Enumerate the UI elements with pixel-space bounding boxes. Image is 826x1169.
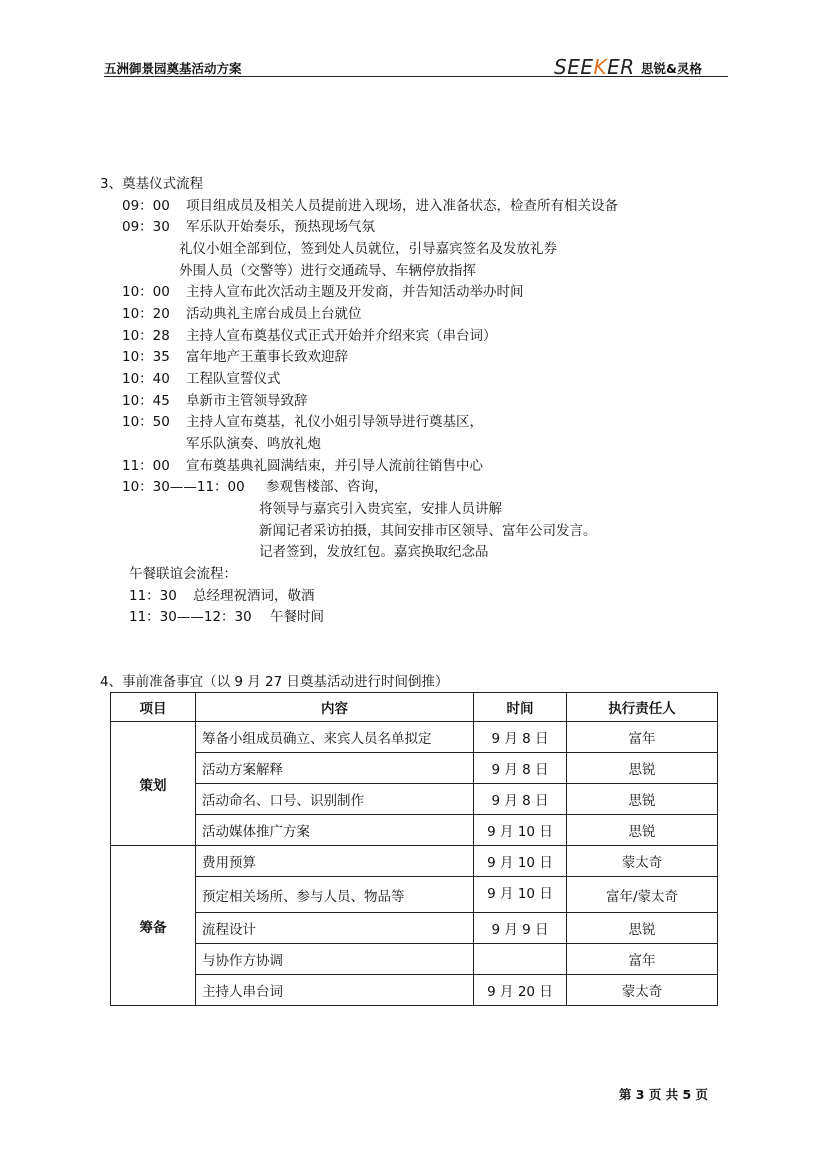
schedule-time: 10：40 — [122, 371, 170, 387]
content-cell: 活动媒体推广方案 — [196, 815, 474, 846]
table-row — [111, 722, 718, 753]
schedule-time: 10：50 — [122, 414, 170, 430]
column-header: 执行责任人 — [567, 693, 718, 722]
schedule-text: 礼仪小姐全部到位，签到处人员就位，引导嘉宾签名及发放礼券 — [179, 241, 557, 257]
schedule-time: 10：45 — [122, 393, 170, 409]
time-cell: 9 月 10 日 — [474, 877, 567, 913]
owner-cell: 富年 — [567, 944, 718, 975]
content-cell: 筹备小组成员确立、来宾人员名单拟定 — [196, 722, 474, 753]
time-cell — [474, 944, 567, 975]
lunch-time: 11：30——12：30 — [129, 609, 252, 625]
section4-heading: 4、事前准备事宜（以 9 月 27 日奠基活动进行时间倒推） — [100, 674, 449, 690]
content-cell: 预定相关场所、参与人员、物品等 — [196, 877, 474, 913]
header-divider — [104, 76, 728, 77]
column-header: 项目 — [111, 693, 196, 722]
schedule-item — [122, 218, 375, 236]
time-cell: 9 月 10 日 — [474, 846, 567, 877]
schedule-time: 09：30 — [122, 219, 170, 235]
lunch-heading: 午餐联谊会流程： — [129, 566, 237, 582]
content-cell: 费用预算 — [196, 846, 474, 877]
table-row — [111, 975, 718, 1006]
content-cell: 主持人串台词 — [196, 975, 474, 1006]
schedule-text: 外围人员（交警等）进行交通疏导、车辆停放指挥 — [179, 263, 476, 279]
schedule-text: 军乐队开始奏乐，预热现场气氛 — [186, 219, 375, 235]
time-cell: 9 月 10 日 — [474, 815, 567, 846]
schedule-text: 将领导与嘉宾引入贵宾室，安排人员讲解 — [259, 501, 502, 517]
time-cell: 9 月 8 日 — [474, 722, 567, 753]
category-cell: 策划 — [111, 722, 196, 846]
table-row — [111, 944, 718, 975]
schedule-time: 10：20 — [122, 306, 170, 322]
owner-cell: 蒙太奇 — [567, 975, 718, 1006]
schedule-text: 主持人宣布奠基仪式正式开始并介绍来宾（串台词） — [186, 328, 497, 344]
schedule-text: 记者签到，发放红包。嘉宾换取纪念品 — [259, 544, 489, 560]
schedule-text: 阜新市主管领导致辞 — [186, 393, 308, 409]
schedule-time: 10：35 — [122, 349, 170, 365]
lunch-text: 总经理祝酒词，敬酒 — [193, 588, 315, 604]
table-row — [111, 877, 718, 913]
schedule-item — [259, 500, 502, 518]
schedule-text: 活动典礼主席台成员上台就位 — [186, 306, 362, 322]
logo-text-pre: SEE — [554, 55, 594, 79]
owner-cell: 富年 — [567, 722, 718, 753]
content-cell: 流程设计 — [196, 913, 474, 944]
schedule-item — [122, 327, 497, 345]
column-header: 时间 — [474, 693, 567, 722]
logo-text-post: ER — [607, 55, 635, 79]
schedule-item — [122, 283, 524, 301]
schedule-text: 新闻记者采访拍摄，其间安排市区领导、富年公司发言。 — [259, 523, 597, 539]
schedule-item — [122, 348, 348, 366]
content-cell: 与协作方协调 — [196, 944, 474, 975]
schedule-text: 主持人宣布此次活动主题及开发商，并告知活动举办时间 — [186, 284, 524, 300]
lunch-item — [129, 608, 324, 626]
schedule-time: 10：30——11：00 — [122, 479, 245, 495]
schedule-time: 10：00 — [122, 284, 170, 300]
owner-cell: 思锐 — [567, 815, 718, 846]
owner-cell: 思锐 — [567, 913, 718, 944]
schedule-text: 富年地产王董事长致欢迎辞 — [186, 349, 348, 365]
schedule-text: 宣布奠基典礼圆满结束，并引导人流前往销售中心 — [186, 458, 483, 474]
schedule-item — [259, 543, 489, 561]
schedule-item — [122, 392, 308, 410]
schedule-text: 工程队宣誓仪式 — [186, 371, 281, 387]
time-cell: 9 月 8 日 — [474, 753, 567, 784]
time-cell: 9 月 9 日 — [474, 913, 567, 944]
schedule-text: 项目组成员及相关人员提前进入现场，进入准备状态，检查所有相关设备 — [186, 198, 618, 214]
lunch-time: 11：30 — [129, 588, 177, 604]
schedule-time: 11：00 — [122, 458, 170, 474]
table-row — [111, 815, 718, 846]
column-header: 内容 — [196, 693, 474, 722]
schedule-item — [179, 240, 557, 258]
schedule-item — [122, 457, 483, 475]
time-cell: 9 月 20 日 — [474, 975, 567, 1006]
table-row — [111, 753, 718, 784]
table-header-row — [111, 693, 718, 722]
table-row — [111, 784, 718, 815]
schedule-text: 参观售楼部、咨询， — [266, 479, 388, 495]
lunch-text: 午餐时间 — [270, 609, 324, 625]
schedule-item — [122, 478, 388, 496]
schedule-item — [259, 522, 597, 540]
logo-text-k: K — [593, 55, 608, 79]
schedule-item — [122, 305, 362, 323]
document-title: 五洲御景园奠基活动方案 — [104, 61, 242, 76]
schedule-time: 09：00 — [122, 198, 170, 214]
schedule-item — [179, 262, 476, 280]
schedule-item — [122, 197, 618, 215]
page-number: 第 3 页 共 5 页 — [618, 1087, 708, 1102]
schedule-item — [186, 435, 321, 453]
schedule-text: 主持人宣布奠基，礼仪小姐引导领导进行奠基区， — [186, 414, 483, 430]
lunch-item — [129, 587, 315, 605]
category-cell: 筹备 — [111, 846, 196, 1006]
brand-name: 思锐&灵格 — [641, 61, 702, 76]
table-row — [111, 846, 718, 877]
schedule-text: 军乐队演奏、鸣放礼炮 — [186, 436, 321, 452]
table-row — [111, 913, 718, 944]
owner-cell: 思锐 — [567, 753, 718, 784]
preparation-table — [110, 692, 718, 1006]
schedule-item — [122, 413, 483, 431]
content-cell: 活动方案解释 — [196, 753, 474, 784]
content-cell: 活动命名、口号、识别制作 — [196, 784, 474, 815]
owner-cell: 蒙太奇 — [567, 846, 718, 877]
owner-cell: 富年/蒙太奇 — [567, 877, 718, 913]
schedule-item — [122, 370, 281, 388]
time-cell: 9 月 8 日 — [474, 784, 567, 815]
section3-heading: 3、奠基仪式流程 — [100, 176, 204, 192]
schedule-time: 10：28 — [122, 328, 170, 344]
owner-cell: 思锐 — [567, 784, 718, 815]
